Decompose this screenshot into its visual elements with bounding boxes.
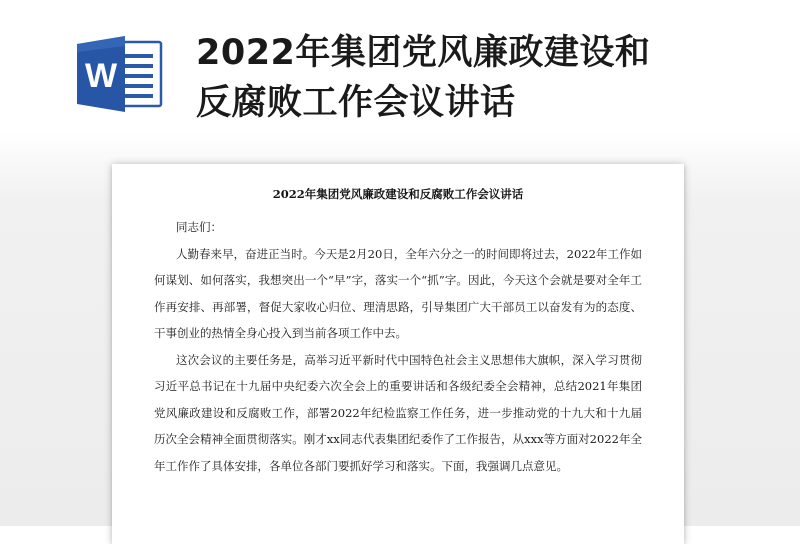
word-icon	[75, 36, 165, 112]
document-page	[112, 164, 684, 544]
document-paragraph: 这次会议的主要任务是，高举习近平新时代中国特色社会主义思想伟大旗帜，深入学习贯彻习近平总书记在十九届中央纪委六次全会上的重要讲话和各级纪委全会精神，总结2021年集团党风廉政建设和反腐败工作，部署2022年纪检监察工作任务，进一步推动党的十九大和十九届历次全会精神全面贯彻落实。刚才xx同志代表集团纪委作了工作报告，从xxx等方面对2022年全年工作作了具体安排，各单位各部门要抓好学习和落实。下面，我强调几点意见。	[154, 352, 642, 473]
word-icon-letter: W	[84, 57, 118, 95]
banner-title	[196, 28, 756, 128]
document-paragraph: 人勤春来早，奋进正当时。今天是2月20日，全年六分之一的时间即将过去，2022年工作如何谋划、如何落实，我想突出一个“早”字，落实一个“抓”字。因此，今天这个会就是要对全年工作再安排、再部署，督促大家收心归位、理清思路，引导集团广大干部员工以奋发有为的态度、干事创业的热情全身心投入到当前各项工作中去。	[154, 246, 642, 340]
document-title: 2022年集团党风廉政建设和反腐败工作会议讲话	[272, 187, 524, 201]
document-body	[154, 214, 642, 479]
document-salutation: 同志们：	[176, 220, 222, 234]
banner-title-line-2: 反腐败工作会议讲话	[196, 83, 516, 123]
banner-header	[0, 0, 800, 150]
banner-title-line-1: 2022年集团党风廉政建设和	[196, 33, 651, 73]
